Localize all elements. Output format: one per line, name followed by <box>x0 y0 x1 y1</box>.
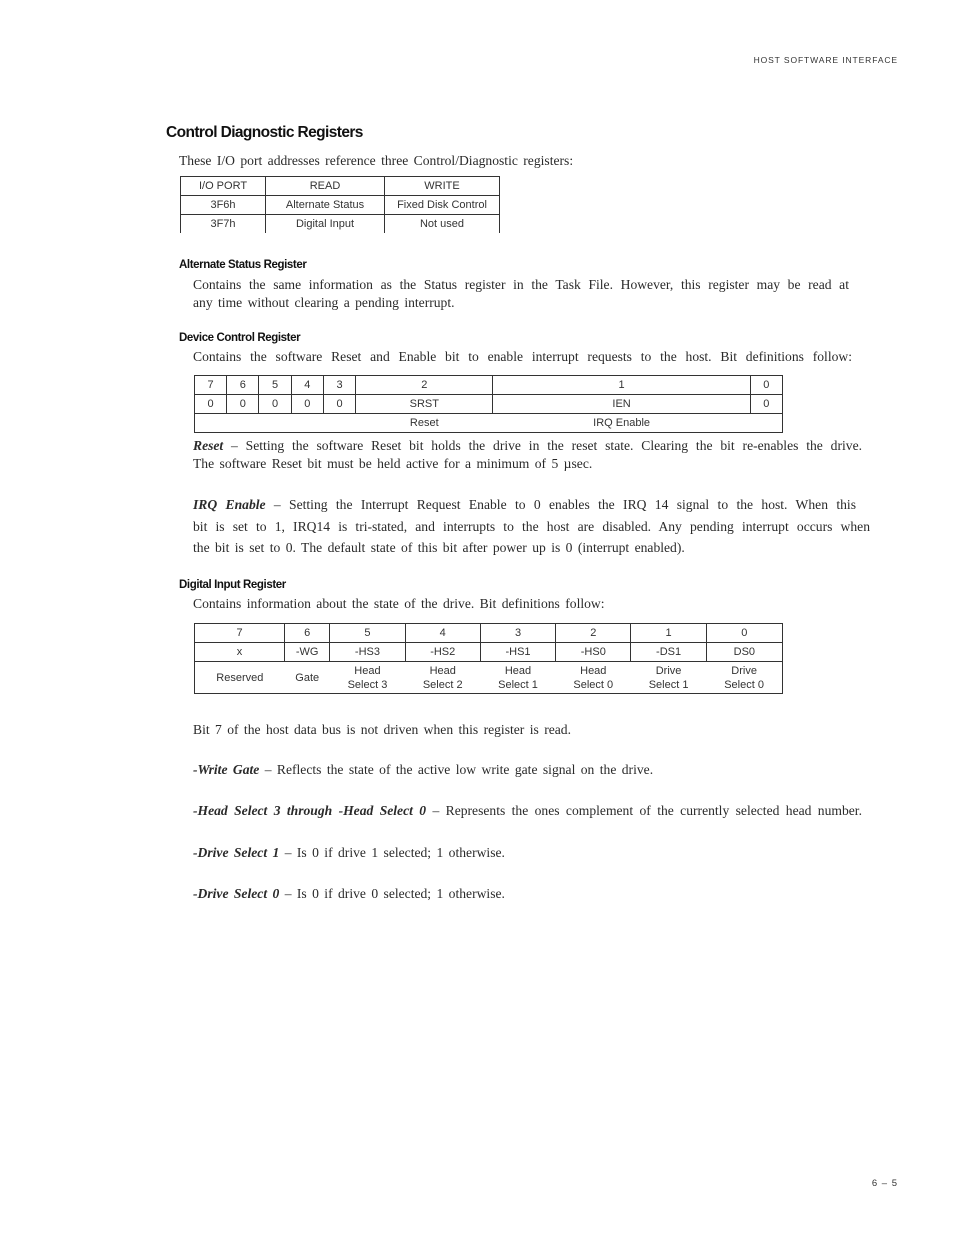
irq-note-line3: the bit is set to 0. The default state of this bit after power up is 0 (interrupt enabled). <box>193 540 685 555</box>
di-bit-name-line1: Head <box>429 664 456 677</box>
irq-term: IRQ Enable <box>193 497 266 512</box>
di-bit-number: 6 <box>285 624 330 643</box>
dc-bit-value: 0 <box>750 395 782 414</box>
reset-note-line2: The software Reset bit must be held active for a minimum of 5 µsec. <box>193 456 593 471</box>
di-bit-value: -HS0 <box>556 643 631 662</box>
irq-note-line2: bit is set to 1, IRQ14 is tri-stated, and interrupts to the host are disabled. Any pending interrupt occurs when <box>193 519 870 534</box>
page-number: 6 – 5 <box>871 1178 898 1189</box>
device-control-bit-table <box>194 375 783 433</box>
di-bit-name <box>556 662 631 694</box>
di-bit-number: 0 <box>706 624 782 643</box>
device-control-text: Contains the software Reset and Enable bit to enable interrupt requests to the host. Bit definitions follow: <box>193 349 852 364</box>
bit7-note: Bit 7 of the host data bus is not driven when this register is read. <box>193 722 571 737</box>
alt-status-text-line1: Contains the same information as the Status register in the Task File. However, this register may be read at <box>193 277 849 292</box>
di-bit-value: -DS1 <box>631 643 706 662</box>
io-table-cell: Alternate Status <box>266 196 385 215</box>
di-bit-name-line1: Drive <box>731 664 757 677</box>
dc-bit-number: 5 <box>259 376 291 395</box>
di-bit-name-line2: Select 0 <box>573 678 614 691</box>
drive-select-0-term: -Drive Select 0 <box>193 886 280 901</box>
di-bit-name-line1: Drive <box>655 664 682 677</box>
alt-status-text-line2: any time without clearing a pending interrupt. <box>193 295 455 310</box>
write-gate-term: -Write Gate <box>193 762 260 777</box>
dc-bit-name-row <box>195 414 783 433</box>
io-table-row <box>181 215 500 234</box>
di-bit-name <box>195 662 285 694</box>
device-control-title: Device Control Register <box>179 332 301 344</box>
head-select-text: – Represents the ones complement of the currently selected head number. <box>426 803 862 818</box>
dc-bit-value: 0 <box>259 395 291 414</box>
di-bit-name <box>405 662 480 694</box>
di-bit-name-line1: Head <box>354 664 381 677</box>
dc-bit-number: 0 <box>750 376 782 395</box>
di-bit-name-line1: Head <box>580 664 607 677</box>
dc-bit-name <box>750 414 782 433</box>
di-bit-number: 2 <box>556 624 631 643</box>
io-table-cell: 3F7h <box>181 215 266 234</box>
di-bit-name <box>480 662 555 694</box>
dc-bit-name <box>227 414 259 433</box>
intro-text: These I/O port addresses reference three Control/Diagnostic registers: <box>179 153 574 168</box>
dc-bit-number: 4 <box>291 376 323 395</box>
di-bit-name-line2: Select 2 <box>422 678 463 691</box>
dc-bit-name: IRQ Enable <box>593 417 651 429</box>
io-table-cell: Digital Input <box>266 215 385 234</box>
di-bit-number-row <box>195 624 783 643</box>
head-select-note <box>193 802 862 820</box>
section-title: Control Diagnostic Registers <box>166 124 363 141</box>
di-bit-number: 1 <box>631 624 706 643</box>
digital-input-title: Digital Input Register <box>179 579 286 591</box>
io-port-table <box>180 176 500 233</box>
di-bit-name <box>706 662 782 694</box>
dc-bit-number: 6 <box>227 376 259 395</box>
digital-input-bit-table <box>194 623 783 694</box>
di-bit-value: x <box>195 643 285 662</box>
dc-bit-value-row <box>195 395 783 414</box>
io-table-cell: 3F6h <box>181 196 266 215</box>
drive-select-1-note <box>193 844 505 862</box>
di-bit-value: DS0 <box>706 643 782 662</box>
dc-bit-value: SRST <box>356 395 493 414</box>
di-bit-value: -WG <box>285 643 330 662</box>
drive-select-1-text: – Is 0 if drive 1 selected; 1 otherwise. <box>279 845 505 860</box>
dc-bit-number-row <box>195 376 783 395</box>
di-bit-number: 3 <box>480 624 555 643</box>
di-bit-number: 7 <box>195 624 285 643</box>
dc-bit-value: 0 <box>195 395 227 414</box>
dc-bit-value: 0 <box>291 395 323 414</box>
di-bit-name-row <box>195 662 783 694</box>
drive-select-0-note <box>193 885 505 903</box>
dc-bit-name <box>323 414 355 433</box>
reset-term: Reset <box>193 438 224 453</box>
dc-bit-value: 0 <box>227 395 259 414</box>
di-bit-number: 4 <box>405 624 480 643</box>
write-gate-text: – Reflects the state of the active low write gate signal on the drive. <box>259 762 654 777</box>
di-bit-number: 5 <box>330 624 405 643</box>
di-bit-value-row <box>195 643 783 662</box>
dc-bit-number: 2 <box>356 376 493 395</box>
irq-note-line1 <box>193 496 856 514</box>
io-table-cell: Fixed Disk Control <box>385 196 500 215</box>
dc-bit-name <box>291 414 323 433</box>
drive-select-1-term: -Drive Select 1 <box>193 845 280 860</box>
di-bit-name-line2: Select 3 <box>347 678 388 691</box>
io-table-header-row <box>181 177 500 196</box>
di-bit-value: -HS3 <box>330 643 405 662</box>
di-bit-name <box>330 662 405 694</box>
alt-status-title: Alternate Status Register <box>179 259 307 271</box>
di-bit-name-line2: Select 1 <box>648 678 689 691</box>
di-bit-name <box>285 662 330 694</box>
io-table-row <box>181 196 500 215</box>
running-head: HOST SOFTWARE INTERFACE <box>753 55 898 65</box>
write-gate-note <box>193 761 653 779</box>
di-bit-name <box>631 662 706 694</box>
dc-bit-number: 1 <box>493 376 750 395</box>
dc-bit-value: 0 <box>323 395 355 414</box>
head-select-term: -Head Select 3 through -Head Select 0 <box>193 803 427 818</box>
dc-bit-number: 7 <box>195 376 227 395</box>
dc-bit-name <box>195 414 227 433</box>
dc-bit-value: IEN <box>493 395 750 414</box>
reset-note-line1 <box>193 437 862 455</box>
digital-input-text: Contains information about the state of the drive. Bit definitions follow: <box>193 596 605 611</box>
io-table-header-read: READ <box>266 177 385 196</box>
drive-select-0-text: – Is 0 if drive 0 selected; 1 otherwise. <box>279 886 505 901</box>
di-bit-name-line2: Select 0 <box>724 678 764 691</box>
dc-bit-number: 3 <box>323 376 355 395</box>
di-bit-value: -HS1 <box>480 643 555 662</box>
di-bit-value: -HS2 <box>405 643 480 662</box>
di-bit-name-line2: Gate <box>295 671 320 684</box>
di-bit-name-line1: Head <box>504 664 532 677</box>
dc-bit-name: Reset <box>409 417 439 429</box>
io-table-header-port: I/O PORT <box>181 177 266 196</box>
reset-text: – Setting the software Reset bit holds the drive in the reset state. Clearing the bit re-enables the drive. <box>223 438 862 453</box>
dc-bit-name <box>259 414 291 433</box>
di-bit-name-line1: Reserved <box>216 671 264 684</box>
io-table-header-write: WRITE <box>385 177 500 196</box>
di-bit-name-line2: Select 1 <box>498 678 538 691</box>
irq-text: – Setting the Interrupt Request Enable to 0 enables the IRQ 14 signal to the host. When this <box>265 497 856 512</box>
io-table-cell: Not used <box>385 215 500 234</box>
